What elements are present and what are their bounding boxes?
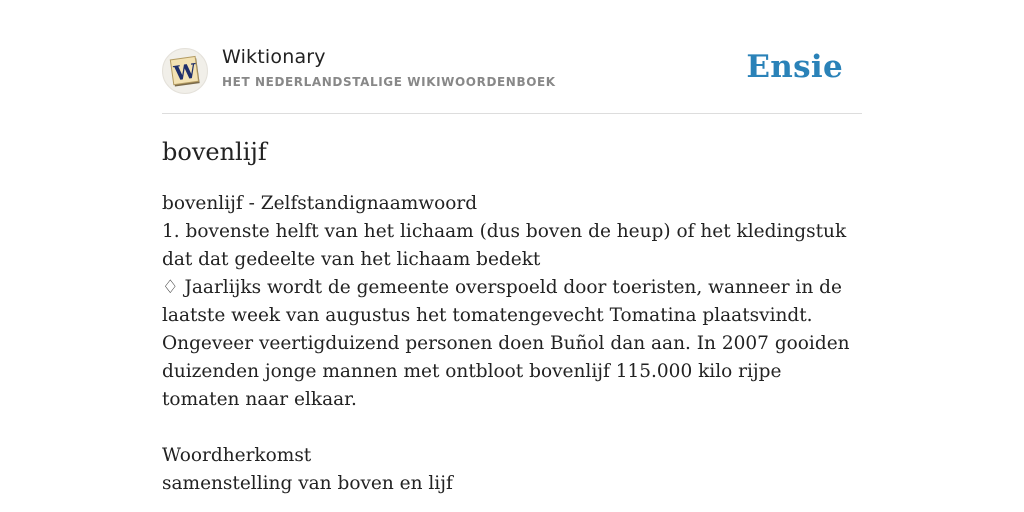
entry-body [162, 190, 862, 498]
ensie-brand[interactable]: Ensie [746, 49, 843, 85]
site-name[interactable]: Wiktionary [222, 46, 326, 68]
site-tagline: HET NEDERLANDSTALIGE WIKIWOORDENBOEK [222, 75, 556, 89]
wiktionary-logo[interactable] [162, 48, 208, 94]
entry-content [162, 134, 862, 498]
page-title: bovenlijf [162, 138, 267, 166]
wiktionary-logo-icon [168, 54, 202, 88]
etymology-text: samenstelling van boven en lijf [162, 473, 453, 494]
usage-example: ♢ Jaarlijks wordt de gemeente overspoeld door toeristen, wanneer in de laatste week van augustus het tomatengevecht Tomatina plaatsvindt. Ongeveer veertigduizend personen doen Buñol dan aan. In 2007 gooiden duizenden jonge mannen met ontbloot bovenlijf 115.000 kilo rijpe tomaten naar elkaar. [162, 277, 850, 410]
spacer [162, 414, 862, 442]
definition: 1. bovenste helft van het lichaam (dus boven de heup) of het kledingstuk dat dat gedeelte van het lichaam bedekt [162, 221, 847, 270]
etymology-heading: Woordherkomst [162, 445, 312, 466]
site-header [162, 40, 862, 114]
logo-letter: W [172, 58, 198, 86]
part-of-speech-line: bovenlijf - Zelfstandignaamwoord [162, 193, 478, 214]
